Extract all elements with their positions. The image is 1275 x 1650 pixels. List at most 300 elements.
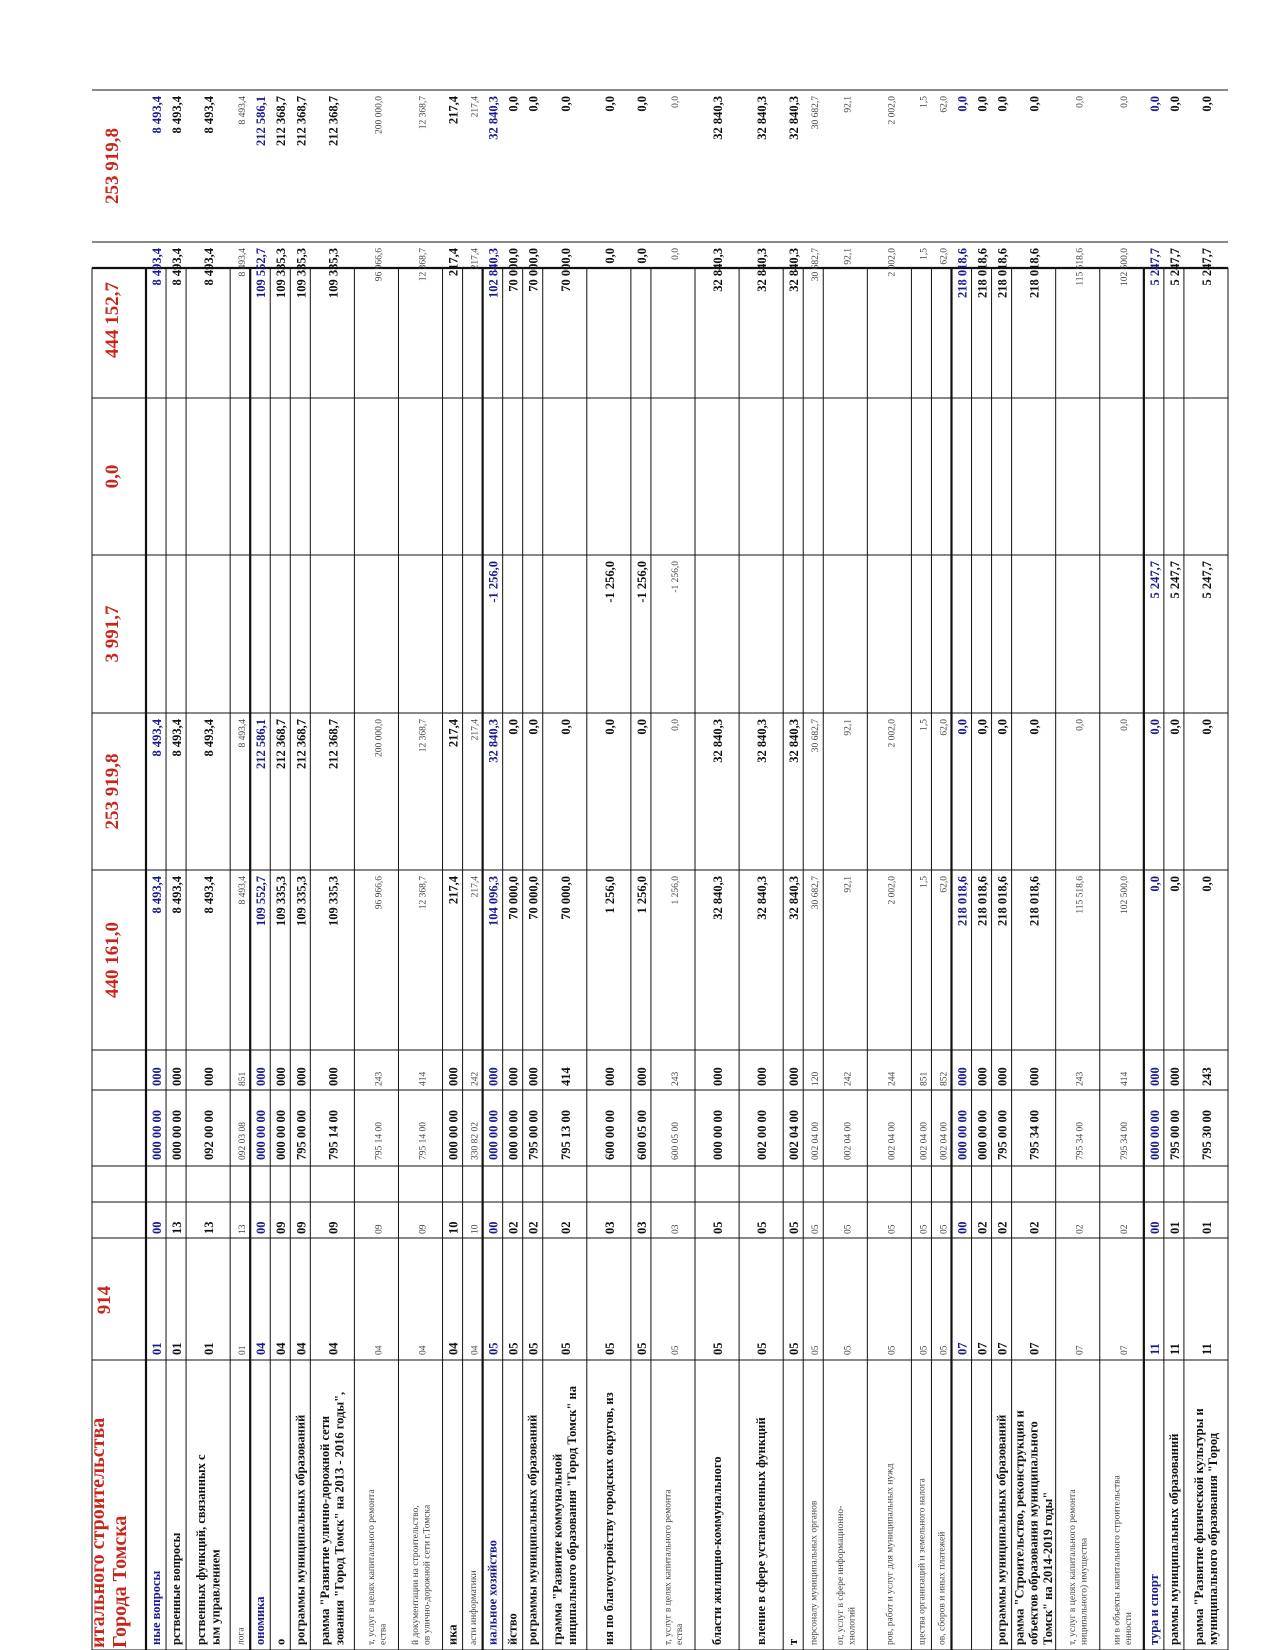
header-code: 914 (94, 1285, 115, 1315)
row-amount: 212 368,7 (294, 96, 309, 146)
row-expense-type: 000 (995, 1067, 1010, 1086)
row-amount: 0,0 (526, 719, 541, 735)
row-name-line: ии в объекты капитального строительства (1112, 1475, 1123, 1645)
row-target-code: 000 00 00 (274, 1110, 289, 1160)
row-amount: 32 840,3 (787, 719, 802, 763)
row-section-code: 04 (254, 1342, 269, 1355)
row-amount: 102 500,0 (1119, 876, 1130, 914)
row-amount: 12 368,7 (418, 248, 429, 282)
row-section-code: 05 (486, 1342, 501, 1355)
row-amount: 32 840,3 (755, 876, 770, 920)
row-subsection-code: 13 (238, 1224, 249, 1234)
row-subsection-code: 03 (602, 1221, 617, 1234)
row-amount: 212 368,7 (326, 719, 341, 769)
row-section-code: 07 (1119, 1345, 1130, 1355)
row-section-code: 07 (975, 1342, 990, 1355)
row-name (754, 1417, 768, 1645)
row-amount: 5 247,7 (1147, 248, 1162, 286)
row-subsection-code: 05 (787, 1221, 802, 1234)
row-amount: 109 335,3 (274, 876, 289, 926)
row-name-line: асти информатики (468, 1570, 479, 1645)
row-name-line: раммы муниципальных образований (1166, 1433, 1181, 1645)
row-expense-type: 000 (1167, 1067, 1182, 1086)
row-amount: 217,4 (470, 248, 481, 270)
row-expense-type: 000 (506, 1067, 521, 1086)
row-amount: 1,5 (919, 719, 930, 731)
row-name (1147, 1574, 1161, 1645)
row-name (293, 1415, 307, 1645)
header-total: 253 919,8 (102, 753, 123, 830)
row-expense-type: 851 (238, 1071, 249, 1086)
row-amount: 0,0 (1167, 719, 1182, 735)
row-subsection-code: 00 (150, 1221, 165, 1234)
row-subsection-code: 10 (446, 1221, 461, 1234)
row-name (1068, 1489, 1090, 1645)
row-expense-type: 000 (1147, 1067, 1162, 1086)
row-name-line: рамма "Развитие физической культуры и (1191, 1408, 1206, 1645)
row-amount: 0,0 (1167, 96, 1182, 112)
row-name-line: щества организаций и земельного налога (917, 1478, 928, 1645)
row-name (149, 1570, 163, 1645)
row-amount: 8 493,4 (150, 96, 165, 134)
row-amount: 109 335,3 (294, 876, 309, 926)
row-amount: 104 096,3 (486, 876, 501, 926)
row-section-code: 04 (374, 1345, 385, 1355)
row-amount: 217,4 (446, 876, 461, 905)
row-name (937, 1532, 948, 1645)
row-expense-type: 000 (254, 1067, 269, 1086)
row-amount: 0,0 (1147, 96, 1162, 112)
row-name-line: ика (445, 1624, 460, 1645)
row-amount: 212 368,7 (326, 96, 341, 146)
row-name-line: рственные вопросы (169, 1532, 184, 1645)
row-subsection-code: 05 (843, 1224, 854, 1234)
row-amount: 8 493,4 (170, 719, 185, 757)
row-section-code: 04 (446, 1342, 461, 1355)
row-name-line: ров, работ и услуг для муниципальных нужд (885, 1463, 896, 1645)
row-section-code: 05 (602, 1342, 617, 1355)
row-name (995, 1415, 1009, 1645)
row-amount: 1,5 (919, 96, 930, 108)
row-amount: 217,4 (470, 719, 481, 741)
row-amount: 5 247,7 (1167, 248, 1182, 286)
row-subsection-code: 02 (1027, 1221, 1042, 1234)
row-name (236, 1627, 246, 1645)
row-amount: 0,0 (506, 96, 521, 112)
row-amount: 32 840,3 (486, 96, 501, 140)
row-section-code: 05 (526, 1342, 541, 1355)
header-total: 253 919,8 (102, 128, 123, 204)
row-expense-type: 000 (150, 1067, 165, 1086)
row-target-code: 600 00 00 (602, 1110, 617, 1160)
row-name (468, 1570, 479, 1645)
row-section-code: 05 (634, 1342, 649, 1355)
row-expense-type: 243 (374, 1071, 385, 1086)
row-amount: 0,0 (1027, 719, 1042, 735)
row-subsection-code: 05 (919, 1224, 930, 1234)
row-name-line: зования "Город Томск" на 2013 - 2016 годы", (332, 1391, 347, 1645)
row-amount: 0,0 (1075, 96, 1086, 108)
row-amount: 70 000,0 (558, 248, 573, 292)
row-expense-type: 851 (919, 1071, 930, 1086)
row-target-code: 002 04 00 (811, 1122, 822, 1160)
row-target-code: 002 04 00 (939, 1122, 950, 1160)
row-section-code: 05 (711, 1342, 726, 1355)
row-amount: 70 000,0 (526, 248, 541, 292)
row-target-code: 000 00 00 (254, 1110, 269, 1160)
row-amount: 32 840,3 (711, 96, 726, 140)
row-amount: 0,0 (558, 719, 573, 735)
row-subsection-code: 09 (294, 1221, 309, 1234)
row-subsection-code: 02 (526, 1221, 541, 1234)
row-expense-type: 000 (326, 1067, 341, 1086)
row-name (602, 1392, 616, 1645)
row-name-line: й документации на строительство, (410, 1505, 421, 1645)
row-name-line: персоналу муниципальных органов (809, 1500, 820, 1645)
row-amount: -1 256,0 (486, 561, 501, 603)
row-subsection-code: 00 (1147, 1221, 1162, 1234)
row-name (786, 1639, 800, 1645)
row-subsection-code: 05 (711, 1221, 726, 1234)
row-amount: 109 552,7 (254, 248, 269, 298)
row-target-code: 795 00 00 (526, 1110, 541, 1160)
row-amount: 8 493,4 (238, 876, 249, 905)
row-section-code: 05 (939, 1345, 950, 1355)
row-amount: 0,0 (1119, 719, 1130, 731)
row-amount: 62,0 (939, 96, 950, 113)
row-amount: 5 247,7 (1147, 561, 1162, 599)
row-section-code: 05 (887, 1345, 898, 1355)
row-amount: 8 493,4 (150, 876, 165, 914)
row-amount: 115 518,6 (1075, 876, 1086, 914)
row-amount: 218 018,6 (955, 248, 970, 298)
row-amount: 109 335,3 (294, 248, 309, 298)
row-expense-type: 000 (975, 1067, 990, 1086)
row-amount: 2 002,0 (887, 96, 898, 125)
row-name (253, 1596, 267, 1645)
row-amount: 1,5 (919, 876, 930, 888)
row-amount: 115 518,6 (1075, 248, 1086, 286)
row-name (318, 1392, 346, 1645)
row-section-code: 01 (170, 1342, 185, 1355)
row-expense-type: 000 (294, 1067, 309, 1086)
row-amount: 0,0 (634, 719, 649, 735)
row-amount: 12 368,7 (418, 719, 429, 753)
row-amount: 70 000,0 (558, 876, 573, 920)
row-amount: 0,0 (975, 96, 990, 112)
row-name (1012, 1410, 1055, 1645)
row-section-code: 11 (1199, 1343, 1214, 1355)
row-subsection-code: 02 (995, 1221, 1010, 1234)
row-amount: 8 493,4 (202, 719, 217, 757)
row-target-code: 000 00 00 (711, 1110, 726, 1160)
row-section-code: 07 (995, 1342, 1010, 1355)
row-amount: 0,0 (955, 719, 970, 735)
row-amount: 212 586,1 (254, 719, 269, 769)
row-amount: 32 840,3 (787, 96, 802, 140)
row-amount: 32 840,3 (711, 719, 726, 763)
row-target-code: 000 00 00 (506, 1110, 521, 1160)
row-target-code: 002 04 00 (919, 1122, 930, 1160)
row-name (486, 1540, 500, 1645)
row-expense-type: 000 (526, 1067, 541, 1086)
row-subsection-code: 13 (202, 1221, 217, 1234)
row-section-code: 05 (755, 1342, 770, 1355)
row-expense-type: 000 (1027, 1067, 1042, 1086)
header-total: 0,0 (102, 464, 123, 489)
row-amount: 1 256,0 (634, 876, 649, 914)
row-amount: -1 256,0 (602, 561, 617, 603)
row-amount: 200 000,0 (374, 96, 385, 134)
row-section-code: 05 (919, 1345, 930, 1355)
row-amount: 32 840,3 (787, 876, 802, 920)
row-section-code: 07 (1075, 1345, 1086, 1355)
row-target-code: 092 00 00 (202, 1110, 217, 1160)
row-name-line: вление в сфере установленных функций (754, 1417, 769, 1645)
row-amount: 0,0 (1027, 96, 1042, 112)
row-name-line: ные вопросы (149, 1570, 164, 1645)
row-name-line: объектов образования муниципального (1026, 1421, 1041, 1645)
row-amount: 0,0 (1119, 96, 1130, 108)
row-amount: 0,0 (634, 96, 649, 112)
row-amount: 8 493,4 (170, 248, 185, 286)
row-amount: 102 840,3 (486, 248, 501, 298)
row-name-line: ества (378, 1623, 389, 1645)
row-name (835, 1506, 858, 1645)
row-expense-type: 243 (670, 1071, 681, 1086)
row-amount: 109 335,3 (326, 248, 341, 298)
row-name (1192, 1408, 1220, 1645)
row-subsection-code: 13 (170, 1221, 185, 1234)
row-subsection-code: 09 (418, 1224, 429, 1234)
row-section-code: 07 (955, 1342, 970, 1355)
row-amount: 218 018,6 (975, 876, 990, 926)
row-name-line: рограммы муниципальных образований (525, 1414, 540, 1645)
row-name-line: тура и спорт (1146, 1574, 1161, 1645)
row-name-line: ов, сборов и иных платежей (937, 1531, 948, 1645)
row-section-code: 05 (558, 1342, 573, 1355)
row-amount: 32 840,3 (755, 719, 770, 763)
row-target-code: 795 14 00 (374, 1122, 385, 1160)
row-subsection-code: 00 (254, 1221, 269, 1234)
row-subsection-code: 01 (1167, 1221, 1182, 1234)
row-amount: 96 966,6 (374, 876, 385, 910)
row-amount: 217,4 (470, 96, 481, 118)
row-section-code: 04 (294, 1342, 309, 1355)
row-amount: 212 586,1 (254, 96, 269, 146)
row-target-code: 092 03 08 (238, 1122, 249, 1160)
row-name-line: ниципального) имущества (1079, 1537, 1090, 1645)
row-subsection-code: 02 (1075, 1224, 1086, 1234)
row-name-line: муниципального образования "Город (1206, 1432, 1221, 1645)
row-name-line: от, услуг в сфере информационно- (835, 1505, 846, 1645)
row-expense-type: 852 (939, 1071, 950, 1086)
row-target-code: 600 05 00 (634, 1110, 649, 1160)
row-amount: 218 018,6 (995, 876, 1010, 926)
row-target-code: 795 00 00 (294, 1110, 309, 1160)
row-amount: 92,1 (843, 719, 854, 736)
row-amount: 70 000,0 (506, 248, 521, 292)
row-name-line: иальное хозяйство (485, 1540, 500, 1645)
header-total: 440 161,0 (102, 922, 123, 998)
row-amount: 0,0 (955, 96, 970, 112)
row-expense-type: 000 (787, 1067, 802, 1086)
row-target-code: 000 00 00 (975, 1110, 990, 1160)
row-target-code: 000 00 00 (1147, 1110, 1162, 1160)
row-amount: 8 493,4 (238, 248, 249, 277)
row-target-code: 795 00 00 (1167, 1110, 1182, 1160)
row-name-line: рамма "Строительство, реконструкция и (1012, 1410, 1027, 1645)
row-expense-type: 000 (634, 1067, 649, 1086)
row-expense-type: 000 (955, 1067, 970, 1086)
row-subsection-code: 02 (558, 1221, 573, 1234)
row-expense-type: 000 (202, 1067, 217, 1086)
row-target-code: 795 13 00 (558, 1110, 573, 1160)
row-name (506, 1613, 520, 1645)
row-amount: 0,0 (670, 248, 681, 260)
row-target-code: 795 14 00 (326, 1110, 341, 1160)
row-amount: 8 493,4 (202, 876, 217, 914)
row-amount: 0,0 (1199, 876, 1214, 892)
row-amount: 32 840,3 (711, 248, 726, 292)
row-amount: -1 256,0 (670, 561, 681, 593)
row-expense-type: 000 (446, 1067, 461, 1086)
row-name-line: йство (505, 1613, 520, 1645)
row-expense-type: 243 (1199, 1067, 1214, 1086)
row-target-code: 795 30 00 (1199, 1110, 1214, 1160)
row-amount: 8 493,4 (202, 248, 217, 286)
row-name-line: ов улично-дорожной сети г.Томска (422, 1504, 433, 1645)
row-section-code: 11 (1147, 1343, 1162, 1355)
row-amount: 32 840,3 (711, 876, 726, 920)
row-subsection-code: 05 (755, 1221, 770, 1234)
row-amount: 109 552,7 (254, 876, 269, 926)
row-amount: 92,1 (843, 96, 854, 113)
row-name-line: рограммы муниципальных образований (293, 1414, 308, 1645)
row-amount: 62,0 (939, 876, 950, 893)
row-section-code: 01 (202, 1342, 217, 1355)
row-section-code: 04 (326, 1342, 341, 1355)
row-expense-type: 414 (558, 1067, 573, 1086)
row-subsection-code: 03 (670, 1224, 681, 1234)
row-subsection-code: 05 (939, 1224, 950, 1234)
row-section-code: 11 (1167, 1343, 1182, 1355)
row-amount: 212 368,7 (274, 719, 289, 769)
row-amount: 200 000,0 (374, 719, 385, 757)
row-expense-type: 242 (843, 1071, 854, 1086)
row-amount: 212 368,7 (274, 96, 289, 146)
row-amount: 0,0 (506, 719, 521, 735)
row-subsection-code: 00 (486, 1221, 501, 1234)
table-grid (92, 90, 1228, 1650)
row-name-line: о (273, 1638, 288, 1645)
row-name-line: ономика (253, 1596, 268, 1645)
row-amount: 12 368,7 (418, 96, 429, 130)
row-amount: 30 682,7 (811, 719, 822, 753)
row-amount: 218 018,6 (995, 248, 1010, 298)
row-subsection-code: 09 (274, 1221, 289, 1234)
row-amount: 0,0 (558, 96, 573, 112)
row-name-line: рамма "Развитие улично-дорожной сети (318, 1415, 333, 1645)
row-amount: 62,0 (939, 248, 950, 265)
row-section-code: 01 (150, 1342, 165, 1355)
row-amount: 0,0 (602, 719, 617, 735)
header-title-line: Города Томска (109, 1515, 131, 1648)
row-target-code: 000 00 00 (446, 1110, 461, 1160)
row-amount: 70 000,0 (506, 876, 521, 920)
row-name-line: ества (674, 1623, 685, 1645)
row-target-code: 002 04 00 (887, 1122, 898, 1160)
row-section-code: 05 (506, 1342, 521, 1355)
row-amount: 1 256,0 (670, 876, 681, 905)
row-amount: 5 247,7 (1199, 561, 1214, 599)
row-target-code: 000 00 00 (955, 1110, 970, 1160)
row-name-line: ниципального образования "Город Томск" на (564, 1386, 579, 1645)
row-expense-type: 120 (811, 1071, 822, 1086)
row-section-code: 05 (843, 1345, 854, 1355)
row-amount: 1 256,0 (602, 876, 617, 914)
row-section-code: 04 (418, 1345, 429, 1355)
row-expense-type: 242 (470, 1071, 481, 1086)
row-amount: 0,0 (526, 96, 541, 112)
row-amount: 32 840,3 (755, 248, 770, 292)
row-amount: 32 840,3 (787, 248, 802, 292)
row-amount: 12 368,7 (418, 876, 429, 910)
row-name-line: рограммы муниципальных образований (994, 1414, 1009, 1645)
row-name-line: енности (1123, 1612, 1134, 1645)
row-name-line: грамма "Развитие коммунальной (550, 1453, 565, 1645)
table-header (87, 128, 131, 1648)
row-expense-type: 414 (418, 1071, 429, 1086)
row-amount: 92,1 (843, 248, 854, 265)
row-amount: 212 368,7 (294, 719, 309, 769)
row-amount: 2 002,0 (887, 719, 898, 748)
row-target-code: 600 05 00 (670, 1122, 681, 1160)
row-subsection-code: 09 (374, 1224, 385, 1234)
header-title-line: итального строительства (87, 1417, 109, 1648)
row-amount: 8 493,4 (238, 96, 249, 125)
row-subsection-code: 02 (1119, 1224, 1130, 1234)
row-target-code: 000 00 00 (486, 1110, 501, 1160)
row-amount: 96 966,6 (374, 248, 385, 282)
row-expense-type: 000 (602, 1067, 617, 1086)
row-amount: 0,0 (1199, 96, 1214, 112)
row-name (1111, 1474, 1134, 1645)
row-section-code: 05 (670, 1345, 681, 1355)
row-target-code: 795 00 00 (995, 1110, 1010, 1160)
row-amount: 217,4 (446, 248, 461, 277)
row-expense-type: 414 (1119, 1071, 1130, 1086)
row-amount: -1 256,0 (634, 561, 649, 603)
row-expense-type: 000 (711, 1067, 726, 1086)
row-amount: 0,0 (1147, 876, 1162, 892)
row-amount: 109 335,3 (274, 248, 289, 298)
row-target-code: 330 82 02 (470, 1122, 481, 1160)
row-amount: 30 682,7 (811, 876, 822, 910)
row-amount: 2 002,0 (887, 876, 898, 905)
row-amount: 8 493,4 (202, 96, 217, 134)
row-amount: 218 018,6 (1027, 876, 1042, 926)
row-amount: 0,0 (670, 96, 681, 108)
row-amount: 2 002,0 (887, 248, 898, 277)
row-name-line: ым управлением (208, 1549, 223, 1645)
row-amount: 0,0 (634, 248, 649, 264)
row-name (1167, 1434, 1181, 1645)
row-amount: 5 247,7 (1199, 248, 1214, 286)
row-amount: 0,0 (1199, 719, 1214, 735)
row-name-line: лога (236, 1627, 247, 1645)
row-name-line: т, услуг в целях капитального ремонта (366, 1489, 377, 1645)
